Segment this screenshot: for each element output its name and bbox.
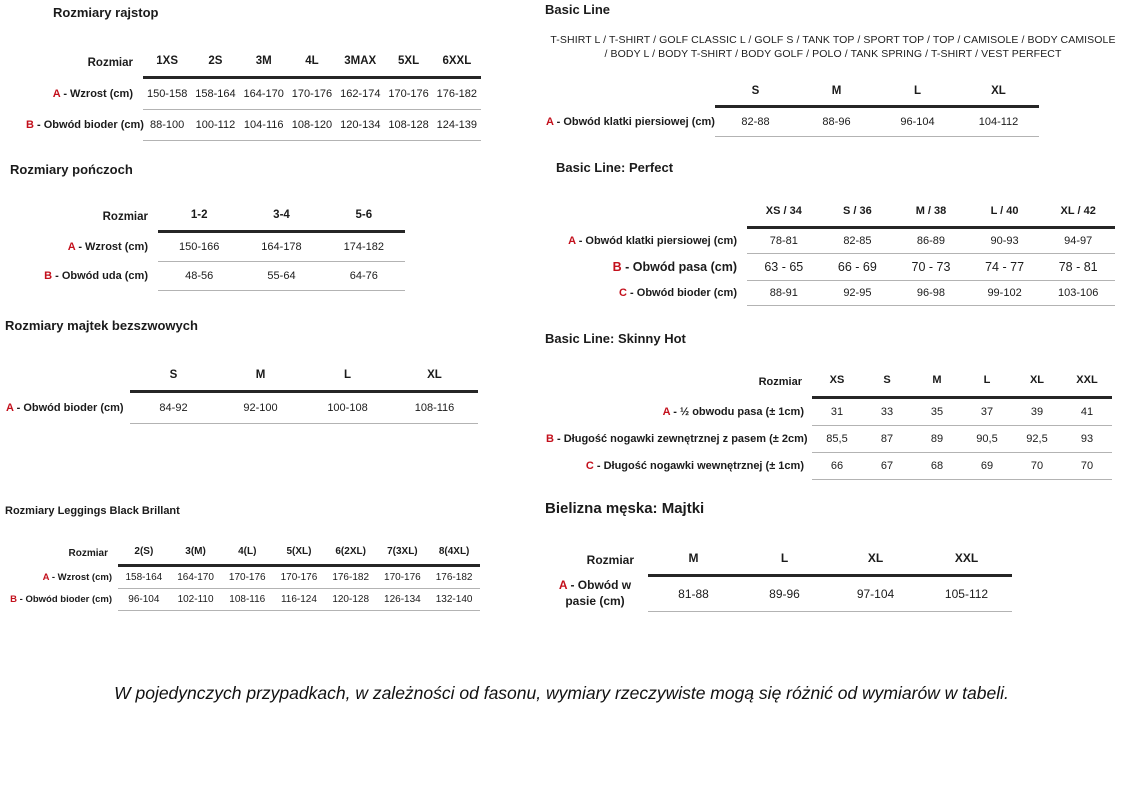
size-value: 70 xyxy=(1012,453,1062,480)
size-value: 88-100 xyxy=(143,110,191,141)
size-value: 89 xyxy=(912,426,962,453)
column-header: 6XXL xyxy=(433,50,481,78)
column-header: 4(L) xyxy=(221,542,273,566)
size-value: 94-97 xyxy=(1041,228,1115,254)
size-value: 120-128 xyxy=(325,589,377,611)
size-value: 104-116 xyxy=(240,110,288,141)
section-title-majtek: Rozmiary majtek bezszwowych xyxy=(5,318,198,333)
size-value: 90,5 xyxy=(962,426,1012,453)
table-row xyxy=(556,281,1115,306)
column-header: M xyxy=(648,546,739,576)
size-value: 158-164 xyxy=(191,78,239,110)
row-label-text: - Obwód w pasie (cm) xyxy=(565,577,632,608)
column-header: L / 40 xyxy=(968,200,1042,228)
row-label-text: - Obwód bioder (cm) xyxy=(16,401,124,414)
size-value: 170-176 xyxy=(221,566,273,589)
table-row xyxy=(18,262,405,291)
row-label-text: - Obwód uda (cm) xyxy=(55,270,148,282)
size-value: 63 - 65 xyxy=(747,254,821,281)
header-row xyxy=(545,368,1112,398)
size-value: 37 xyxy=(962,398,1012,426)
row-letter: C xyxy=(619,287,627,299)
size-value: 170-176 xyxy=(273,566,325,589)
row-label xyxy=(25,110,143,141)
size-value: 33 xyxy=(862,398,912,426)
table-row xyxy=(556,254,1115,281)
column-header: 1XS xyxy=(143,50,191,78)
column-header: XS / 34 xyxy=(747,200,821,228)
column-header: XXL xyxy=(921,546,1012,576)
row-label-text: - Wzrost (cm) xyxy=(78,240,148,253)
size-value: 82-85 xyxy=(821,228,895,254)
size-value: 84-92 xyxy=(130,392,217,424)
size-table-ponczoch xyxy=(18,203,405,291)
size-value: 102-110 xyxy=(170,589,222,611)
size-value: 69 xyxy=(962,453,1012,480)
row-label-text: - Obwód pasa (cm) xyxy=(625,260,737,274)
column-header: 6(2XL) xyxy=(325,542,377,566)
row-label-text: - Obwód klatki piersiowej (cm) xyxy=(578,234,737,247)
size-value: 96-104 xyxy=(877,107,958,137)
size-value: 164-178 xyxy=(240,232,322,262)
disclaimer-note: W pojedynczych przypadkach, w zależności od fasonu, wymiary rzeczywiste mogą się różnić od wymiarów w tabeli. xyxy=(114,683,1009,703)
size-value: 78-81 xyxy=(747,228,821,254)
size-table-rajstop xyxy=(25,50,481,141)
column-header: XL xyxy=(391,363,478,392)
header-row xyxy=(6,542,480,566)
column-header: M / 38 xyxy=(894,200,968,228)
corner-header: Rozmiar xyxy=(87,56,133,69)
row-letter: A xyxy=(6,401,14,414)
section-title-rajstop: Rozmiary rajstop xyxy=(53,5,159,20)
column-header: L xyxy=(962,368,1012,398)
size-value: 64-76 xyxy=(323,262,405,291)
row-letter: B xyxy=(26,119,34,131)
row-label xyxy=(556,254,747,281)
row-label-text: - Długość nogawki wewnętrznej (± 1cm) xyxy=(596,460,804,472)
row-letter: B xyxy=(546,433,554,445)
size-value: 86-89 xyxy=(894,228,968,254)
column-header: XS xyxy=(812,368,862,398)
row-label xyxy=(545,576,648,612)
table-row xyxy=(556,228,1115,254)
size-value: 104-112 xyxy=(958,107,1039,137)
row-label-text: - ½ obwodu pasa (± 1cm) xyxy=(673,405,804,418)
column-header: 5(XL) xyxy=(273,542,325,566)
size-value: 164-170 xyxy=(170,566,222,589)
column-header: 1-2 xyxy=(158,203,240,232)
column-header: S xyxy=(862,368,912,398)
size-value: 92-100 xyxy=(217,392,304,424)
size-value: 67 xyxy=(862,453,912,480)
corner-header: Rozmiar xyxy=(102,210,148,223)
column-header: M xyxy=(912,368,962,398)
row-label xyxy=(6,589,118,611)
column-header: XL xyxy=(1012,368,1062,398)
size-value: 103-106 xyxy=(1041,281,1115,306)
row-label xyxy=(545,426,812,453)
size-value: 39 xyxy=(1012,398,1062,426)
column-header: 5-6 xyxy=(323,203,405,232)
row-label-text: - Wzrost (cm) xyxy=(63,87,133,100)
column-header: 3(M) xyxy=(170,542,222,566)
column-header: 7(3XL) xyxy=(377,542,429,566)
row-label xyxy=(556,228,747,254)
size-value: 126-134 xyxy=(377,589,429,611)
size-value: 90-93 xyxy=(968,228,1042,254)
row-label xyxy=(545,453,812,480)
row-letter: A xyxy=(662,405,671,418)
size-table-perfect xyxy=(556,200,1115,306)
size-value: 108-128 xyxy=(384,110,432,141)
row-letter: A xyxy=(52,87,61,100)
column-header: L xyxy=(304,363,391,392)
section-title-perfect: Basic Line: Perfect xyxy=(556,160,674,175)
size-value: 48-56 xyxy=(158,262,240,291)
row-letter: C xyxy=(585,460,594,472)
column-header: 3M xyxy=(240,50,288,78)
size-value: 164-170 xyxy=(240,78,288,110)
size-value: 41 xyxy=(1062,398,1112,426)
column-header: S / 36 xyxy=(821,200,895,228)
size-value: 170-176 xyxy=(377,566,429,589)
size-value: 68 xyxy=(912,453,962,480)
table-row xyxy=(545,453,1112,480)
size-value: 158-164 xyxy=(118,566,170,589)
section-title-ponczoch: Rozmiary pończoch xyxy=(10,162,133,177)
table-row xyxy=(545,398,1112,426)
size-value: 108-116 xyxy=(391,392,478,424)
size-value: 174-182 xyxy=(323,232,405,262)
table-row xyxy=(25,110,481,141)
table-row xyxy=(545,107,1039,137)
size-value: 150-166 xyxy=(158,232,240,262)
column-header: L xyxy=(739,546,830,576)
column-header: S xyxy=(130,363,217,392)
row-label-text: - Wzrost (cm) xyxy=(51,571,112,583)
column-header: 3-4 xyxy=(240,203,322,232)
section-title-basic-line: Basic Line xyxy=(545,2,611,17)
row-label xyxy=(6,566,118,589)
row-label xyxy=(18,262,158,291)
row-label-text: - Obwód bioder (cm) xyxy=(19,594,112,605)
corner-header xyxy=(545,82,715,107)
size-value: 31 xyxy=(812,398,862,426)
column-header: M xyxy=(796,82,877,107)
row-letter: A xyxy=(42,571,50,583)
column-header: M xyxy=(217,363,304,392)
corner-header: Rozmiar xyxy=(68,547,108,559)
size-value: 100-112 xyxy=(191,110,239,141)
size-value: 176-182 xyxy=(325,566,377,589)
corner-header: Rozmiar xyxy=(586,552,634,567)
size-value: 176-182 xyxy=(428,566,480,589)
row-label-text: - Długość nogawki zewnętrznej z pasem (± 2cm) xyxy=(557,433,808,445)
table-row xyxy=(5,392,478,424)
basic-line-products: T-SHIRT L / T-SHIRT / GOLF CLASSIC L / GOLF S / TANK TOP / SPORT TOP / TOP / CAMISOLE / BODY CAMISOLE / BODY L / BODY T-SHIRT / BODY GOLF / POLO / TANK SPRING / T-SHIRT / VEST PERFECT xyxy=(550,34,1116,60)
size-value: 74 - 77 xyxy=(968,254,1042,281)
size-value: 176-182 xyxy=(433,78,481,110)
size-value: 82-88 xyxy=(715,107,796,137)
row-letter: B xyxy=(612,260,622,274)
size-value: 92-95 xyxy=(821,281,895,306)
size-value: 88-96 xyxy=(796,107,877,137)
column-header: L xyxy=(877,82,958,107)
size-value: 88-91 xyxy=(747,281,821,306)
row-label xyxy=(5,392,130,424)
section-title-bielizna-meska: Bielizna męska: Majtki xyxy=(545,500,705,517)
size-value: 170-176 xyxy=(288,78,336,110)
size-value: 97-104 xyxy=(830,576,921,612)
size-value: 99-102 xyxy=(968,281,1042,306)
size-value: 100-108 xyxy=(304,392,391,424)
size-value: 89-96 xyxy=(739,576,830,612)
size-value: 132-140 xyxy=(428,589,480,611)
row-letter: B xyxy=(10,594,17,605)
size-value: 116-124 xyxy=(273,589,325,611)
header-row xyxy=(18,203,405,232)
corner-header: Rozmiar xyxy=(758,375,802,388)
size-table-basic-line xyxy=(545,82,1039,137)
row-label xyxy=(25,78,143,110)
section-title-skinny-hot: Basic Line: Skinny Hot xyxy=(545,331,686,346)
column-header: XL xyxy=(958,82,1039,107)
size-value: 96-104 xyxy=(118,589,170,611)
row-label xyxy=(545,398,812,426)
size-table-majtek xyxy=(5,363,478,424)
column-header: XL / 42 xyxy=(1041,200,1115,228)
column-header: S xyxy=(715,82,796,107)
size-value: 55-64 xyxy=(240,262,322,291)
size-value: 92,5 xyxy=(1012,426,1062,453)
header-row xyxy=(545,82,1039,107)
size-value: 70 xyxy=(1062,453,1112,480)
size-value: 108-116 xyxy=(221,589,273,611)
column-header: XL xyxy=(830,546,921,576)
column-header: 4L xyxy=(288,50,336,78)
size-value: 85,5 xyxy=(812,426,862,453)
size-table-leggings xyxy=(6,542,480,611)
size-value: 81-88 xyxy=(648,576,739,612)
column-header: XXL xyxy=(1062,368,1112,398)
row-letter: A xyxy=(558,577,568,592)
table-row xyxy=(6,589,480,611)
table-row xyxy=(545,576,1012,612)
size-value: 93 xyxy=(1062,426,1112,453)
header-row xyxy=(545,546,1012,576)
size-value: 66 xyxy=(812,453,862,480)
row-letter: A xyxy=(546,115,554,128)
size-value: 170-176 xyxy=(384,78,432,110)
size-value: 78 - 81 xyxy=(1041,254,1115,281)
row-label xyxy=(556,281,747,306)
row-letter: A xyxy=(67,240,76,253)
size-value: 120-134 xyxy=(336,110,384,141)
table-row xyxy=(25,78,481,110)
row-label-text: - Obwód klatki piersiowej (cm) xyxy=(556,115,715,128)
column-header: 2(S) xyxy=(118,542,170,566)
size-value: 150-158 xyxy=(143,78,191,110)
column-header: 8(4XL) xyxy=(428,542,480,566)
header-row xyxy=(5,363,478,392)
size-value: 162-174 xyxy=(336,78,384,110)
size-value: 108-120 xyxy=(288,110,336,141)
size-value: 105-112 xyxy=(921,576,1012,612)
column-header: 3MAX xyxy=(336,50,384,78)
size-value: 70 - 73 xyxy=(894,254,968,281)
row-label xyxy=(18,232,158,262)
table-row xyxy=(18,232,405,262)
row-letter: A xyxy=(568,234,576,247)
corner-header xyxy=(556,200,747,228)
row-letter: B xyxy=(44,270,53,282)
table-row xyxy=(545,426,1112,453)
row-label xyxy=(545,107,715,137)
size-table-skinny-hot xyxy=(545,368,1112,480)
size-value: 124-139 xyxy=(433,110,481,141)
row-label-text: - Obwód bioder (cm) xyxy=(630,287,737,299)
size-value: 35 xyxy=(912,398,962,426)
size-value: 96-98 xyxy=(894,281,968,306)
row-label-text: - Obwód bioder (cm) xyxy=(37,119,144,131)
size-value: 66 - 69 xyxy=(821,254,895,281)
table-row xyxy=(6,566,480,589)
size-value: 87 xyxy=(862,426,912,453)
header-row xyxy=(556,200,1115,228)
size-table-bielizna-majtki xyxy=(545,546,1012,612)
header-row xyxy=(25,50,481,78)
section-title-leggings: Rozmiary Leggings Black Brillant xyxy=(5,505,180,517)
column-header: 5XL xyxy=(384,50,432,78)
corner-header xyxy=(5,363,130,392)
column-header: 2S xyxy=(191,50,239,78)
